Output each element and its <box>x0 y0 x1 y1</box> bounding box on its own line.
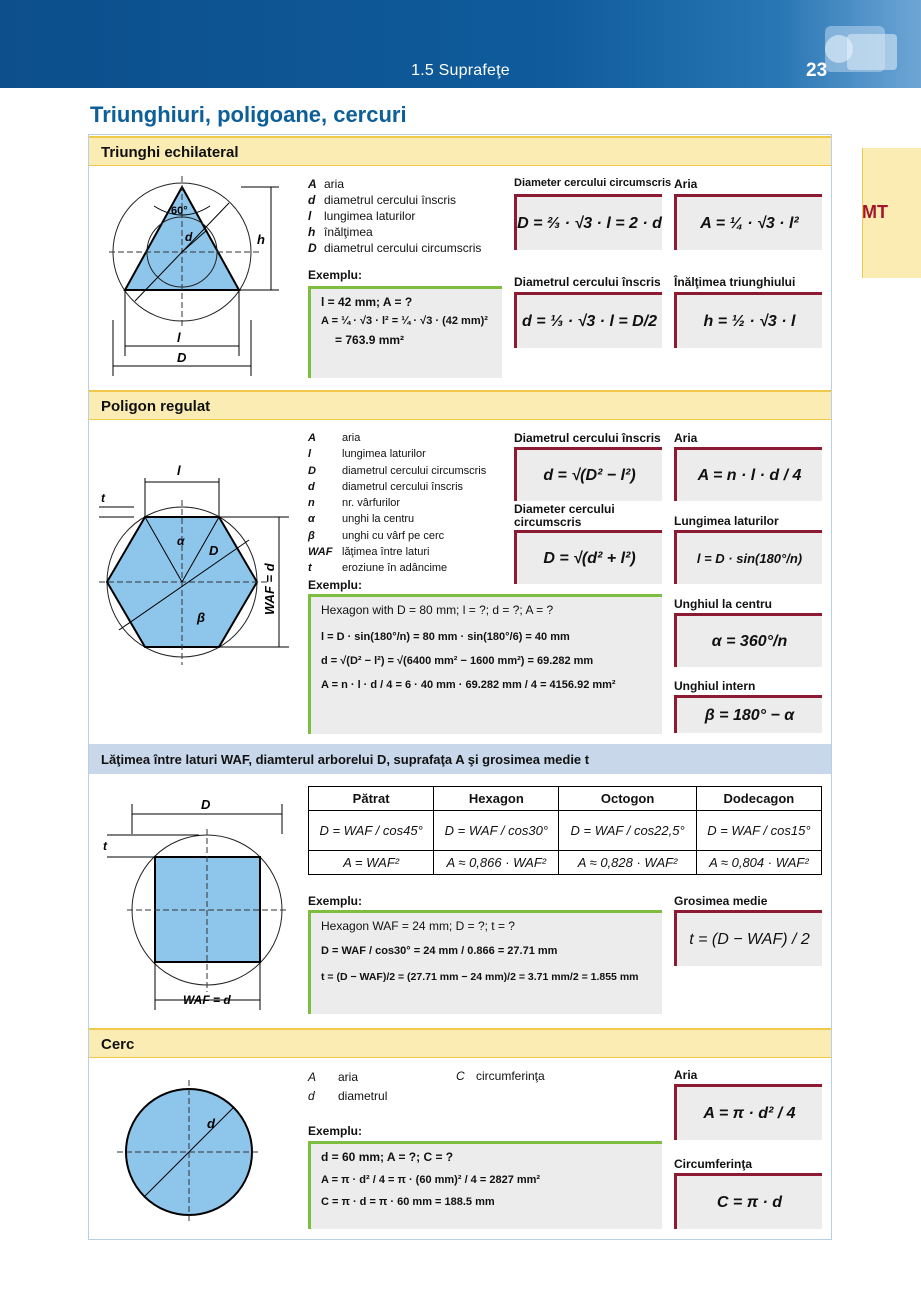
section-title-equilateral-triangle: Triunghi echilateral <box>89 136 831 166</box>
formula-circumscribed: D = √(d² + l²) <box>514 530 662 584</box>
fig-label-d: d <box>185 230 193 244</box>
page-title: Triunghiuri, poligoane, cercuri <box>90 102 407 127</box>
table-cell: D = WAF / cos30° <box>434 811 559 851</box>
example-line: l = 42 mm; A = ? <box>321 295 413 309</box>
fig-label-t: t <box>103 839 107 853</box>
var-row: l lungimea laturilor <box>308 448 426 461</box>
var-row: WAF lăţimea între laturi <box>308 546 430 559</box>
fig-label-l: l <box>177 330 181 345</box>
side-tab-label: MT <box>862 202 888 222</box>
table-cell: A ≈ 0,828 · WAF² <box>559 851 696 875</box>
fig-label-D: D <box>177 350 187 365</box>
fig-label-d: d <box>207 1116 215 1131</box>
fig-label-alpha: α <box>177 534 185 548</box>
var-row: h înălţimea <box>308 225 373 239</box>
example-line: C = π · d = π · 60 mm = 188.5 mm <box>321 1196 495 1208</box>
var-row: t eroziune în adâncime <box>308 562 448 575</box>
var-row: D diametrul cercului circumscris <box>308 241 482 255</box>
waf-table <box>308 786 822 875</box>
table-header-cell: Hexagon <box>434 787 559 811</box>
table-cell: A ≈ 0,804 · WAF² <box>696 851 821 875</box>
fig-label-D: D <box>209 543 219 558</box>
heading-circumference: Circumferinţa <box>674 1157 753 1171</box>
fig-label-D: D <box>201 797 211 812</box>
heading-area: Aria <box>674 177 698 191</box>
heading-area: Aria <box>674 431 698 445</box>
fig-label-l: l <box>177 463 181 478</box>
polygon-variable-list <box>308 430 486 577</box>
circle-variable-list-right <box>456 1068 545 1084</box>
fig-label-beta: β <box>197 610 206 625</box>
heading-circumscribed: Diameter cercului circumscris <box>514 177 672 189</box>
fig-label-angle: 60° <box>171 205 188 217</box>
fig-label-waf: WAF = d <box>262 563 277 615</box>
square-waf-figure <box>89 774 296 1026</box>
section-title-circle: Cerc <box>89 1028 831 1058</box>
example-heading: Exemplu: <box>308 894 363 908</box>
table-header-cell: Octogon <box>559 787 696 811</box>
heading-circumscribed: Diameter cercului circumscris <box>514 502 615 529</box>
table-cell: A ≈ 0,866 · WAF² <box>434 851 559 875</box>
var-row: C circumferinţa <box>456 1069 545 1083</box>
triangle-variable-list <box>308 176 481 256</box>
example-line: Hexagon with D = 80 mm; l = ?; d = ?; A = ? <box>321 603 554 617</box>
formula-height: h = ½ · √3 · l <box>674 292 822 348</box>
section-title-regular-polygon: Poligon regulat <box>89 390 831 420</box>
var-row: A aria <box>308 177 345 191</box>
waf-figure-panel <box>89 774 296 1026</box>
example-line: d = √(D² − l²) = √(6400 mm² − 1600 mm²) = 69.282 mm <box>321 655 594 667</box>
heading-center-angle: Unghiul la centru <box>674 597 773 611</box>
example-line: Hexagon WAF = 24 mm; D = ?; t = ? <box>321 919 515 933</box>
example-heading: Exemplu: <box>308 578 363 592</box>
heading-inscribed: Diametrul cercului înscris <box>514 275 661 289</box>
page-number: 23 <box>806 60 828 81</box>
fig-label-t: t <box>101 491 105 505</box>
heading-inner-angle: Unghiul intern <box>674 679 756 693</box>
table-cell: D = WAF / cos15° <box>696 811 821 851</box>
heading-height: Înălţimea triunghiului <box>674 275 796 289</box>
formula-circle-area: A = π · d² / 4 <box>674 1084 822 1140</box>
polygon-figure-panel <box>89 420 296 742</box>
circle-figure <box>89 1058 296 1238</box>
heading-area: Aria <box>674 1068 698 1082</box>
heading-mean-thickness: Grosimea medie <box>674 894 768 908</box>
var-row: A aria <box>308 1070 359 1084</box>
formula-circumscribed: D = ⅔ · √3 · l = 2 · d <box>514 194 662 250</box>
circle-figure-panel <box>89 1058 296 1238</box>
formula-area: A = ¼ · √3 · l² <box>674 194 822 250</box>
example-line: A = π · d² / 4 = π · (60 mm)² / 4 = 2827 mm² <box>321 1174 541 1186</box>
formula-inscribed: d = ⅓ · √3 · l = D/2 <box>514 292 662 348</box>
equilateral-triangle-figure <box>89 166 296 388</box>
section-title-waf: Lăţimea între laturi WAF, diamterul arborelui D, suprafaţa A şi grosimea medie t <box>89 744 831 774</box>
formula-mean-thickness: t = (D − WAF) / 2 <box>674 910 822 966</box>
example-line: l = D · sin(180°/n) = 80 mm · sin(180°/6) = 40 mm <box>321 631 570 643</box>
polygon-example-box <box>308 594 662 734</box>
triangle-figure-panel <box>89 166 296 388</box>
var-row: d diametrul cercului înscris <box>308 480 464 493</box>
table-header-cell: Dodecagon <box>696 787 821 811</box>
triangle-example-box <box>308 286 502 378</box>
heading-side-length: Lungimea laturilor <box>674 514 779 528</box>
example-line: A = n · l · d / 4 = 6 · 40 mm · 69.282 mm / 4 = 4156.92 mm² <box>321 679 616 691</box>
circle-variable-list <box>308 1068 387 1106</box>
table-cell: A = WAF² <box>309 851 434 875</box>
var-row: d diametrul <box>308 1089 388 1103</box>
table-row <box>309 811 822 851</box>
example-line: d = 60 mm; A = ?; C = ? <box>321 1150 454 1164</box>
formula-center-angle: α = 360°/n <box>674 613 822 667</box>
heading-inscribed: Diametrul cercului înscris <box>514 431 661 445</box>
var-row: d diametrul cercului înscris <box>308 193 457 207</box>
example-line: A = ¼ · √3 · l² = ¼ · √3 · (42 mm)² <box>321 315 488 327</box>
var-row: A aria <box>308 432 361 444</box>
table-row <box>309 851 822 875</box>
regular-hexagon-figure <box>89 420 296 742</box>
formula-circumference: C = π · d <box>674 1173 822 1229</box>
example-line: t = (D − WAF)/2 = (27.71 mm − 24 mm)/2 = 3.71 mm/2 = 1.855 mm <box>321 971 639 983</box>
formula-inner-angle: β = 180° − α <box>674 695 822 733</box>
example-line: = 763.9 mm² <box>335 333 405 347</box>
table-header-cell: Pătrat <box>309 787 434 811</box>
example-heading: Exemplu: <box>308 1124 363 1138</box>
table-cell: D = WAF / cos45° <box>309 811 434 851</box>
var-row: l lungimea laturilor <box>308 209 416 223</box>
example-heading: Exemplu: <box>308 268 363 282</box>
fig-label-h: h <box>257 232 265 247</box>
var-row: β unghi cu vârf pe cerc <box>308 529 445 542</box>
formula-area: A = n · l · d / 4 <box>674 447 822 501</box>
table-cell: D = WAF / cos22,5° <box>559 811 696 851</box>
fig-label-waf: WAF = d <box>183 993 231 1007</box>
section-header-title: 1.5 Suprafeţe <box>411 62 510 79</box>
table-header-row <box>309 787 822 811</box>
circle-example-box <box>308 1141 662 1229</box>
var-row: n nr. vârfurilor <box>308 497 401 510</box>
formula-side-length: l = D · sin(180°/n) <box>674 530 822 584</box>
var-row: D diametrul cercului circumscris <box>308 464 487 477</box>
example-line: D = WAF / cos30° = 24 mm / 0.866 = 27.71 mm <box>321 945 558 957</box>
waf-example-box <box>308 910 662 1014</box>
var-row: α unghi la centru <box>308 513 415 526</box>
formula-inscribed: d = √(D² − l²) <box>514 447 662 501</box>
